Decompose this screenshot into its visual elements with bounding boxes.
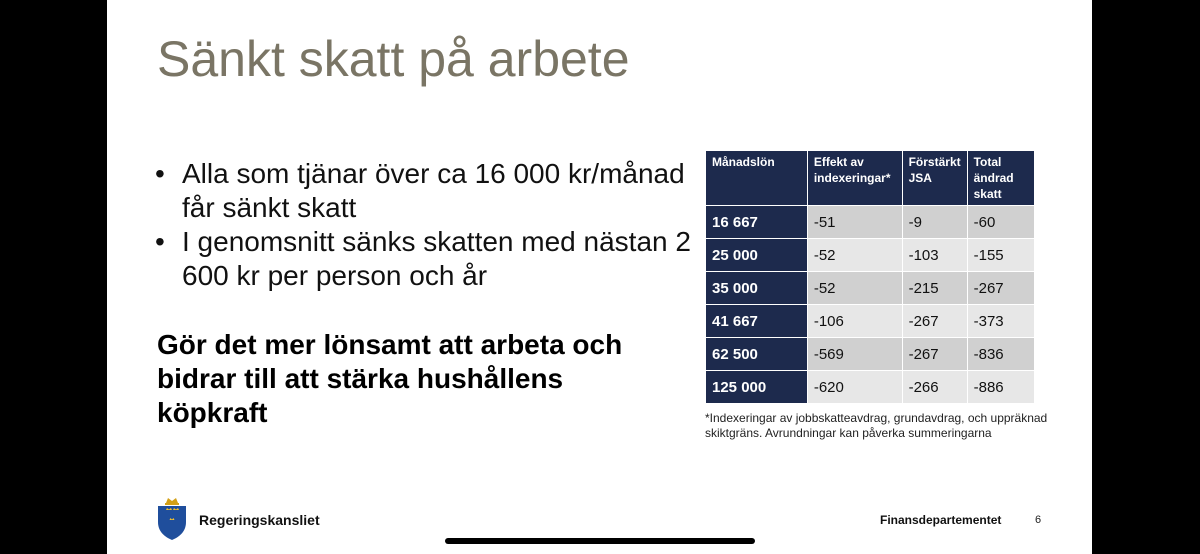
table-row xyxy=(706,371,1035,404)
bullet-list xyxy=(155,157,695,293)
organization-name: Regeringskansliet xyxy=(199,512,320,528)
column-header-indexation-effect: Effekt av indexeringar* xyxy=(807,151,902,206)
table-cell: -52 xyxy=(807,239,902,272)
table-row xyxy=(706,239,1035,272)
column-header-jsa: Förstärkt JSA xyxy=(902,151,967,206)
table-cell: -569 xyxy=(807,338,902,371)
column-header-total-change: Total ändrad skatt xyxy=(967,151,1034,206)
table-cell: -52 xyxy=(807,272,902,305)
table-row xyxy=(706,338,1035,371)
table-cell: -155 xyxy=(967,239,1034,272)
table-cell: 41 667 xyxy=(706,305,808,338)
three-crowns-emblem-icon xyxy=(155,497,189,541)
table-cell: -103 xyxy=(902,239,967,272)
table-cell: -267 xyxy=(902,305,967,338)
table-cell: -215 xyxy=(902,272,967,305)
table-cell: -51 xyxy=(807,206,902,239)
table-cell: -9 xyxy=(902,206,967,239)
table-header-row xyxy=(706,151,1035,206)
table-cell: 25 000 xyxy=(706,239,808,272)
page-number: 6 xyxy=(1035,514,1042,526)
department-name: Finansdepartementet xyxy=(880,513,1002,527)
bullet-glyph: • xyxy=(155,158,165,189)
bullet-text: Alla som tjänar över ca 16 000 kr/månad får sänkt skatt xyxy=(182,158,685,223)
table-cell: -886 xyxy=(967,371,1034,404)
table-cell: 125 000 xyxy=(706,371,808,404)
table-row xyxy=(706,305,1035,338)
table-cell: -267 xyxy=(902,338,967,371)
bullet-item xyxy=(155,157,695,225)
table-cell: -60 xyxy=(967,206,1034,239)
table-cell: -266 xyxy=(902,371,967,404)
table-cell: 62 500 xyxy=(706,338,808,371)
table-row xyxy=(706,206,1035,239)
bullet-glyph: • xyxy=(155,226,165,257)
slide xyxy=(107,0,1092,554)
table-cell: -373 xyxy=(967,305,1034,338)
table-cell: 16 667 xyxy=(706,206,808,239)
slide-title: Sänkt skatt på arbete xyxy=(157,31,630,87)
table-cell: -836 xyxy=(967,338,1034,371)
table-cell: -106 xyxy=(807,305,902,338)
home-indicator[interactable] xyxy=(445,538,755,544)
table-cell: -267 xyxy=(967,272,1034,305)
key-message: Gör det mer lönsamt att arbeta och bidrar till att stärka hushållens köpkraft xyxy=(157,329,623,428)
column-header-monthly-salary: Månadslön xyxy=(706,151,808,206)
table-cell: -620 xyxy=(807,371,902,404)
bullet-item xyxy=(155,225,695,293)
table-cell: 35 000 xyxy=(706,272,808,305)
table-row xyxy=(706,272,1035,305)
table-footnote: *Indexeringar av jobbskatteavdrag, grundavdrag, och uppräknad skiktgräns. Avrundningar kan påverka summeringarna xyxy=(705,411,1048,440)
bullet-text: I genomsnitt sänks skatten med nästan 2 600 kr per person och år xyxy=(182,226,691,291)
tax-change-table xyxy=(705,150,1035,404)
